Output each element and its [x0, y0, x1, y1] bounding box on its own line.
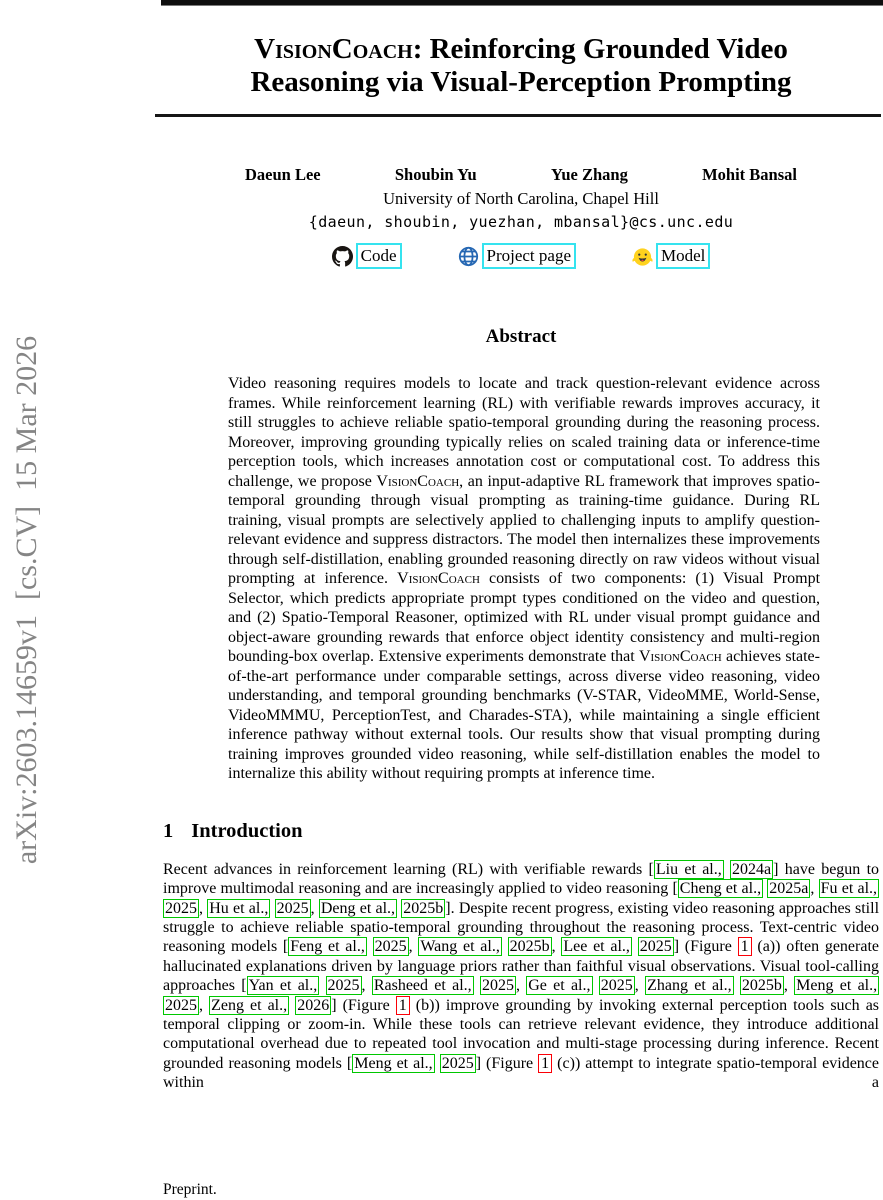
abstract-heading: Abstract	[485, 326, 557, 348]
citation-link[interactable]: Ge et al.,	[528, 977, 591, 995]
citation-link[interactable]: Lee et al.,	[563, 938, 630, 956]
citation-link[interactable]: 2025	[441, 1054, 474, 1072]
citation-link[interactable]: 2024a	[732, 860, 772, 878]
citation-link[interactable]: 2025	[374, 938, 407, 956]
citation-link[interactable]: 2025	[600, 977, 633, 995]
citation-link[interactable]: Wang et al.,	[420, 938, 500, 956]
author-name: Daeun Lee	[245, 165, 321, 185]
affiliation: University of North Carolina, Chapel Hill	[383, 189, 659, 209]
citation-link[interactable]: Rasheed et al.,	[373, 977, 472, 995]
smallcaps-name: VisionCoach	[638, 648, 722, 666]
author-name: Mohit Bansal	[702, 165, 797, 185]
citation-link[interactable]: Deng et al.,	[320, 899, 396, 917]
author-name: Shoubin Yu	[394, 165, 477, 185]
citation-link[interactable]: Hu et al.,	[209, 899, 269, 917]
paper-title: VisionCoach: Reinforcing Grounded Video Reasoning via Visual-Perception Prompting	[250, 33, 792, 99]
citation-link[interactable]: Meng et al.,	[796, 977, 878, 995]
citation-link[interactable]: 2025	[165, 899, 197, 917]
model-link-label[interactable]: Model	[656, 243, 710, 269]
arxiv-watermark	[0, 0, 56, 1200]
citation-link[interactable]: Yan et al.,	[248, 977, 318, 995]
citation-link[interactable]: 2025	[639, 938, 672, 956]
smallcaps-name: VisionCoach	[254, 33, 413, 65]
section-title: Introduction	[191, 819, 303, 842]
arxiv-identifier: arXiv:2603.14659v1 [cs.CV] 15 Mar 2026	[10, 335, 43, 865]
model-link[interactable]	[632, 243, 710, 269]
citation-link[interactable]: Cheng et al.,	[679, 880, 762, 898]
code-link-label[interactable]: Code	[356, 243, 402, 269]
smallcaps-name: VisionCoach	[397, 570, 480, 588]
introduction-paragraph: Recent advances in reinforcement learning (RL) with verifiable rewards [ Liu et al., 2024a ] have begun to improve multimodal reasoning and are increasingly applied to video reasoning [ Cheng et al., 2025a , Fu et al., 2025 , Hu et al., 2025 , Deng et al., 2025b ]. Despite recent progress, existing video reasoning approaches still struggle to achieve reliable spatio-temporal grounding throughout the reasoning process. Text-centric video reasoning models [ Feng et al., 2025 , Wang et al., 2025b , Lee et al., 2025 ] (Figure 1 (a)) often generate hallucinated explanations driven by language priors rather than faithful visual observations. Visual tool-calling approaches [ Yan et al., 2025 , Rasheed et al., 2025 , Ge et al., 2025 , Zhang et al., 2025b , Meng et al., 2025 , Zeng et al., 2026 ] (Figure 1 (b)) improve grounding by invoking external perception tools such as temporal clipping or zoom-in. While these tools can retrieve relevant evidence, they introduce additional computational overhead due to repeated tool invocation and multi-stage processing during inference. Recent grounded reasoning models [ Meng et al., 2025 ] (Figure 1 (c)) attempt to integrate spatio-temporal evidence within a	[163, 860, 880, 1092]
citation-link[interactable]: 2025	[481, 977, 514, 995]
project-page-link-label[interactable]: Project page	[482, 243, 577, 269]
globe-icon	[458, 246, 479, 267]
paper-page	[163, 0, 879, 1093]
citation-link[interactable]: Liu et al.,	[655, 860, 722, 878]
citation-link[interactable]: 2025b	[509, 938, 550, 956]
citation-link[interactable]: 2025	[327, 977, 360, 995]
preprint-footnote: Preprint.	[163, 1181, 217, 1198]
citation-link[interactable]: 2025	[165, 996, 197, 1014]
citation-link[interactable]: Zeng et al.,	[211, 996, 288, 1014]
code-link[interactable]	[332, 243, 402, 269]
project-page-link[interactable]	[458, 243, 577, 269]
author-emails: {daeun, shoubin, yuezhan, mbansal}@cs.unc.edu	[308, 213, 734, 232]
author-name: Yue Zhang	[550, 165, 628, 185]
abstract-text: Video reasoning requires models to locate and track question-relevant evidence across frames. While reinforcement learning (RL) with verifiable rewards improves accuracy, it still struggles to achieve reliable spatio-temporal grounding during the reasoning process. Moreover, improving grounding typically relies on scaled training data or inference-time perception tools, which increases annotation cost or computational cost. To address this challenge, we propose VisionCoach, an input-adaptive RL framework that improves spatio-temporal grounding through visual prompting as training-time guidance. During RL training, visual prompts are selectively applied to challenging inputs to amplify question-relevant evidence and suppress distractors. The model then internalizes these improvements through self-distillation, enabling grounded reasoning directly on raw videos without visual prompting at inference. VisionCoach consists of two components: (1) Visual Prompt Selector, which predicts appropriate prompt types conditioned on the video and question, and (2) Spatio-Temporal Reasoner, optimized with RL under visual prompt guidance and object-aware grounding rewards that enforce object identity consistency and multi-region bounding-box overlap. Extensive experiments demonstrate that VisionCoach achieves state-of-the-art performance under comparable settings, across diverse video reasoning, video understanding, and temporal grounding benchmarks (V-STAR, VideoMME, World-Sense, VideoMMMU, PerceptionTest, and Charades-STA), while maintaining a single efficient inference pathway without external tools. Our results show that visual prompting during training improves grounded video reasoning, while self-distillation enables the model to internalize this ability without requiring prompts at inference time.	[228, 375, 821, 783]
figure-reference-link[interactable]: 1	[396, 996, 410, 1015]
hugging-face-icon	[632, 246, 653, 267]
resource-links	[163, 243, 879, 269]
citation-link[interactable]: 2026	[297, 996, 330, 1014]
citation-link[interactable]: 2025b	[403, 899, 444, 917]
citation-link[interactable]: Meng et al.,	[354, 1054, 433, 1072]
citation-link[interactable]: Fu et al.,	[820, 880, 878, 898]
section-heading-introduction	[163, 820, 879, 843]
figure-reference-link[interactable]: 1	[538, 1054, 552, 1073]
citation-link[interactable]: 2025b	[741, 977, 782, 995]
citation-link[interactable]: 2025a	[769, 880, 809, 898]
citation-link[interactable]: Zhang et al.,	[647, 977, 732, 995]
author-list	[245, 165, 797, 185]
smallcaps-name: VisionCoach	[376, 472, 460, 490]
citation-link[interactable]: Feng et al.,	[290, 938, 365, 956]
github-icon	[332, 246, 353, 267]
citation-link[interactable]: 2025	[276, 899, 309, 917]
figure-reference-link[interactable]: 1	[738, 937, 752, 956]
section-number: 1	[163, 819, 174, 842]
title-rule	[155, 114, 881, 117]
